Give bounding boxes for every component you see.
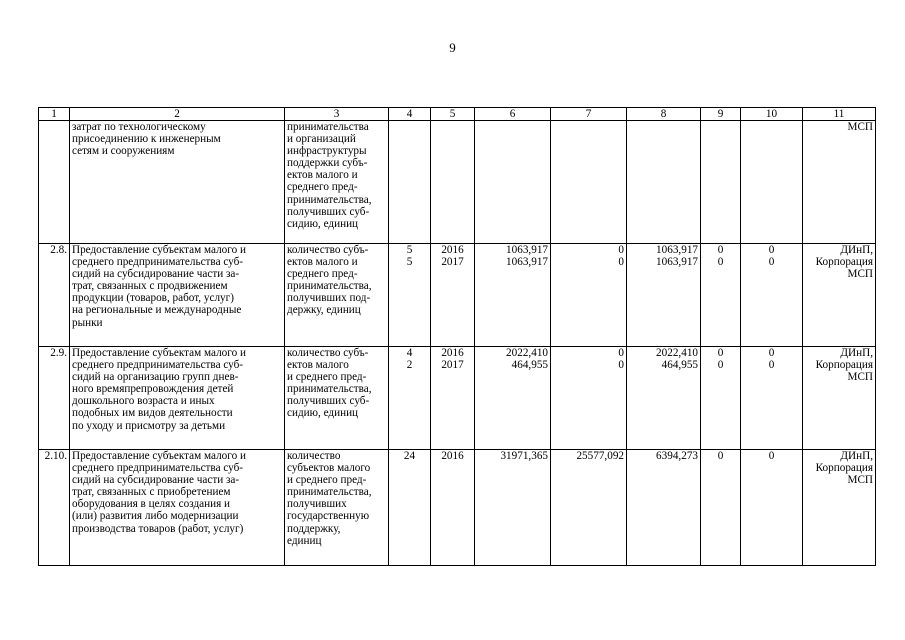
federal-funding-cell [551,347,627,450]
cell-line: МСП [847,121,873,133]
cell-line: сидий на субсидирование части за- [72,474,240,487]
regional-funding-cell [627,450,701,566]
measure-description-cell [70,244,285,347]
cell-line: (или) развития либо модернизации [72,510,239,523]
cell-line: получивших суб- [287,205,370,218]
cell-line: 0 [618,359,624,372]
column-number-header: 7 [551,108,627,121]
cell-line: трат, связанных с приобретением [72,486,231,499]
municipal-funding-cell [701,121,741,244]
year-cell [431,244,475,347]
cell-line: ного времяпрепровождения детей [72,383,234,396]
cell-line: 4 [406,347,413,359]
column-number-header: 5 [431,108,475,121]
cell-line: сидий на субсидирование части за- [72,268,240,281]
cell-line: 5 [406,256,413,269]
program-table [38,107,876,566]
cell-line: ектов малого и [287,169,358,182]
row-number-cell [39,121,70,244]
cell-line: 0 [618,244,624,256]
cell-line: 0 [618,256,624,269]
cell-line: государственную [287,510,370,523]
cell-line: Корпорация [815,462,873,475]
cell-line: 5 [406,244,413,256]
cell-line: Предоставление субъектам малого и [72,450,246,462]
cell-line: Корпорация [815,256,873,269]
cell-line: на региональные и международные [72,304,242,317]
regional-funding-cell [627,244,701,347]
cell-line: 6394,273 [656,450,698,462]
cell-line: среднего предпринимательства суб- [72,462,244,475]
cell-line: единиц [287,534,322,547]
row-number-cell: 2.10. [39,450,70,566]
page-number: 9 [449,40,456,55]
total-funding-cell [475,347,551,450]
cell-line: подобных им видов деятельности [72,407,233,420]
total-funding-cell [475,244,551,347]
cell-line: 0 [768,347,775,359]
cell-line: 1063,917 [656,256,698,269]
cell-line: и среднего пред- [287,371,367,384]
header-row [39,108,876,121]
cell-line: 2017 [441,359,464,372]
cell-line: принимательства [287,121,369,133]
year-cell [431,347,475,450]
cell-line: количество субъ- [287,347,369,359]
cell-line: получивших под- [287,292,371,305]
cell-line: производства товаров (работ, услуг) [72,522,244,535]
total-funding-cell [475,121,551,244]
cell-line: трат, связанных с продвижением [72,280,228,293]
cell-line: среднего предпринимательства суб- [72,359,244,372]
cell-line: держку, единиц [287,304,361,317]
cell-line: среднего пред- [287,268,358,281]
cell-line: 2 [406,359,413,372]
cell-line: ектов малого [287,359,349,372]
federal-funding-cell [551,121,627,244]
cell-line: 0 [717,256,724,269]
federal-funding-cell [551,450,627,566]
cell-line: 24 [403,450,416,462]
cell-line: Предоставление субъектам малого и [72,244,246,256]
cell-line: продукции (товаров, работ, услуг) [72,292,234,305]
measure-description-cell [70,121,285,244]
executor-cell [803,347,876,450]
cell-line: 0 [717,359,724,372]
column-number-header: 10 [741,108,803,121]
cell-line: 25577,092 [576,450,624,462]
other-funding-cell [741,347,803,450]
cell-line: поддержки субъ- [287,157,368,170]
column-number-header: 3 [285,108,389,121]
cell-line: ДИнП, [840,347,873,359]
cell-line: принимательства, [287,193,372,206]
cell-line: МСП [847,371,873,384]
column-number-header: 8 [627,108,701,121]
cell-line: принимательства, [287,383,372,396]
cell-line: оборудования в целях создания и [72,498,231,511]
cell-line: 2016 [441,244,464,256]
column-number-header: 9 [701,108,741,121]
column-number-header: 4 [389,108,431,121]
municipal-funding-cell [701,450,741,566]
indicator-cell [285,450,389,566]
cell-line: поддержку, [287,522,341,535]
cell-line: по уходу и присмотру за детьми [72,419,226,432]
column-number-header: 6 [475,108,551,121]
municipal-funding-cell [701,347,741,450]
executor-cell [803,450,876,566]
value-count-cell [389,244,431,347]
year-cell [431,121,475,244]
cell-line: субъектов малого [287,462,371,475]
cell-line: сидий на организацию групп днев- [72,371,239,384]
indicator-cell [285,347,389,450]
value-count-cell [389,347,431,450]
cell-line: сидию, единиц [287,217,359,230]
cell-line: 0 [768,450,775,462]
cell-line: МСП [847,268,873,281]
cell-line: МСП [847,474,873,487]
table-row [39,450,876,566]
other-funding-cell [741,121,803,244]
table-row [39,244,876,347]
cell-line: среднего предпринимательства суб- [72,256,244,269]
value-count-cell [389,121,431,244]
cell-line: ДИнП, [840,450,873,462]
cell-line: ДИнП, [840,244,873,256]
cell-line: Корпорация [815,359,873,372]
cell-line: 0 [618,347,624,359]
cell-line: 1063,917 [506,244,548,256]
total-funding-cell [475,450,551,566]
executor-cell [803,121,876,244]
measure-description-cell [70,347,285,450]
cell-line: среднего пред- [287,181,358,194]
executor-cell [803,244,876,347]
cell-line: и организаций [287,133,356,146]
cell-line: ектов малого и [287,256,358,269]
cell-line: количество [287,450,341,462]
cell-line: сетям и сооружениям [72,145,175,158]
cell-line: 464,955 [511,359,548,372]
cell-line: принимательства, [287,280,372,293]
other-funding-cell [741,450,803,566]
column-number-header: 2 [70,108,285,121]
cell-line: 0 [717,244,724,256]
regional-funding-cell [627,121,701,244]
cell-line: 2016 [441,450,464,462]
cell-line: получивших [287,498,347,511]
value-count-cell [389,450,431,566]
cell-line: 0 [768,359,775,372]
column-number-header: 1 [39,108,70,121]
row-number-cell: 2.8. [39,244,70,347]
cell-line: количество субъ- [287,244,369,256]
cell-line: дошкольного возраста и иных [72,395,215,408]
measure-description-cell [70,450,285,566]
cell-line: 464,955 [661,359,698,372]
cell-line: 2022,410 [506,347,548,359]
regional-funding-cell [627,347,701,450]
municipal-funding-cell [701,244,741,347]
cell-line: сидию, единиц [287,407,359,420]
cell-line: 2016 [441,347,464,359]
cell-line: присоединению к инженерным [72,133,221,146]
other-funding-cell [741,244,803,347]
indicator-cell [285,244,389,347]
cell-line: Предоставление субъектам малого и [72,347,246,359]
cell-line: 1063,917 [656,244,698,256]
cell-line: 0 [768,244,775,256]
cell-line: 31971,365 [500,450,548,462]
cell-line: рынки [72,316,103,329]
federal-funding-cell [551,244,627,347]
cell-line: 2022,410 [656,347,698,359]
cell-line: затрат по технологическому [72,121,206,133]
cell-line: 2017 [441,256,464,269]
year-cell [431,450,475,566]
cell-line: получивших суб- [287,395,370,408]
cell-line: и среднего пред- [287,474,367,487]
column-number-header: 11 [803,108,876,121]
indicator-cell [285,121,389,244]
cell-line: инфраструктуры [287,145,367,158]
cell-line: 0 [768,256,775,269]
table-row [39,347,876,450]
cell-line: принимательства, [287,486,372,499]
cell-line: 1063,917 [506,256,548,269]
row-number-cell: 2.9. [39,347,70,450]
cell-line: 0 [717,347,724,359]
cell-line: 0 [717,450,724,462]
table-row [39,121,876,244]
